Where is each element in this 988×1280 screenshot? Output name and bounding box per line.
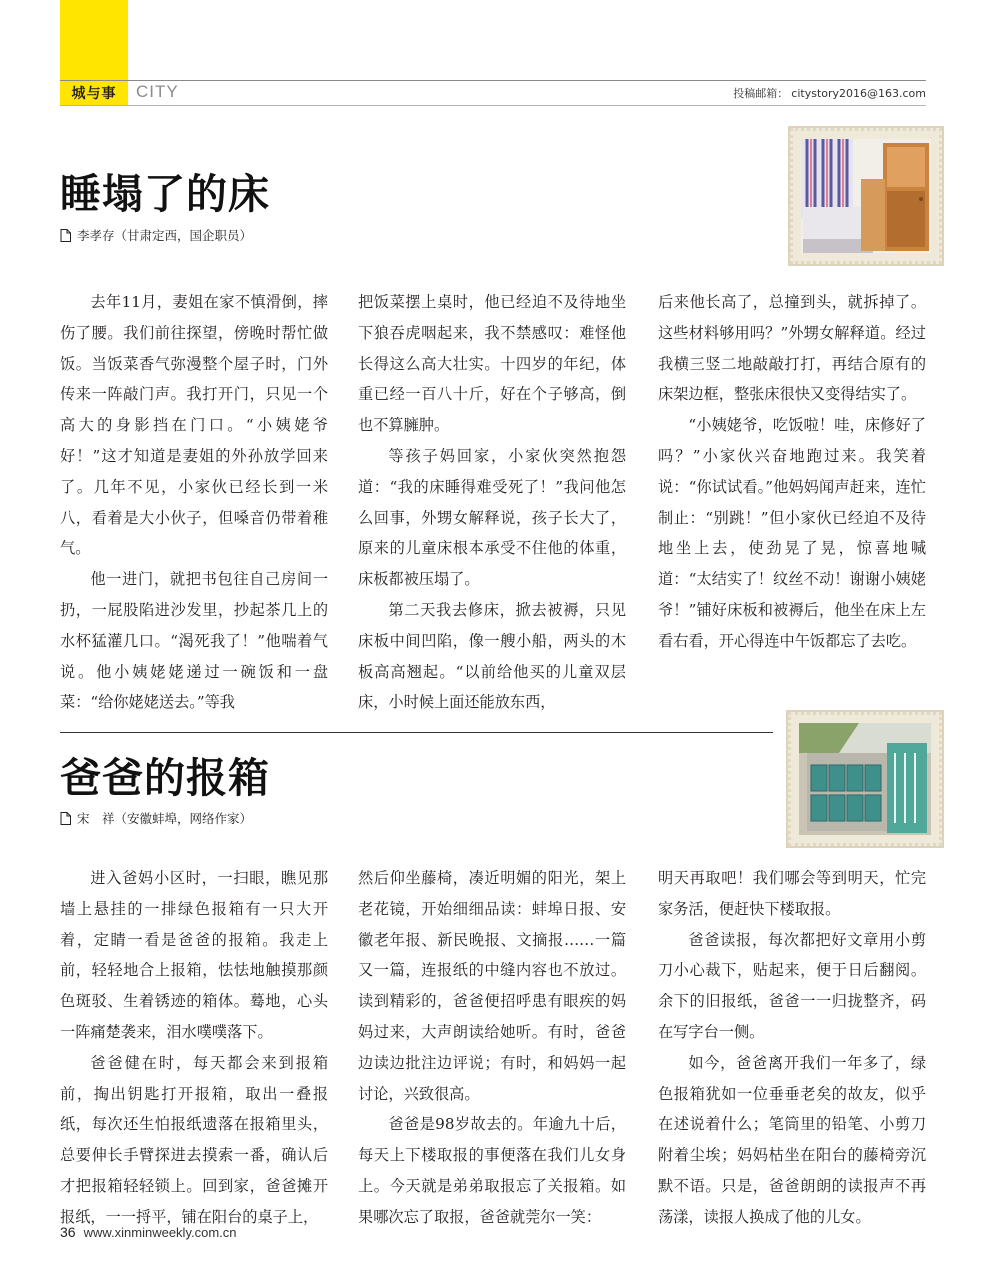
article2-column-3 bbox=[658, 863, 926, 1233]
header-rule-bottom bbox=[60, 105, 926, 106]
author-document-icon bbox=[60, 812, 71, 825]
header-rule bbox=[60, 80, 926, 81]
article1-author: 李孝存（甘肃定西，国企职员） bbox=[77, 228, 253, 243]
author-document-icon bbox=[60, 229, 71, 242]
article1-photo-stamp bbox=[790, 128, 942, 264]
article1-column-3 bbox=[658, 287, 926, 657]
article1-column-2 bbox=[358, 287, 626, 718]
article1-title: 睡塌了的床 bbox=[60, 170, 270, 218]
article2-paragraph: 如今，爸爸离开我们一年多了，绿色报箱犹如一位垂垂老矣的故友，似乎在述说着什么；笔筒里的铅笔、小剪刀附着尘埃；妈妈枯坐在阳台的藤椅旁沉默不语。只是，爸爸朗朗的读报声不再荡漾，读报人换成了他的儿女。 bbox=[658, 1053, 926, 1226]
article2-author: 宋 祥（安徽蚌埠，网络作家） bbox=[77, 811, 253, 826]
article2-byline bbox=[60, 809, 252, 827]
article1-paragraph: 把饭菜摆上桌时，他已经迫不及待地坐下狼吞虎咽起来，我不禁感叹：难怪他长得这么高大壮实。十四岁的年纪，体重已经一百八十斤，好在个子够高，倒也不算臃肿。 bbox=[358, 293, 626, 435]
article2-column-2 bbox=[358, 863, 626, 1233]
article1-paragraph: 后来他长高了，总撞到头，就拆掉了。这些材料够用吗？”外甥女解释道。经过我横三竖二地敲敲打打，再结合原有的床架边框，整张床很快又变得结实了。 bbox=[658, 293, 926, 404]
article2-paragraph: 爸爸健在时，每天都会来到报箱前，掏出钥匙打开报箱，取出一叠报纸，每次还生怕报纸遗落在报箱里头，总要伸长手臂探进去摸索一番，确认后才把报箱轻轻锁上。回到家，爸爸摊开报纸，一一捋平，铺在阳台的桌子上， bbox=[60, 1053, 328, 1226]
mailbox-photo bbox=[799, 723, 931, 835]
article2-photo-stamp bbox=[788, 712, 942, 846]
article2-paragraph: 爸爸是98岁故去的。年逾九十后，每天上下楼取报的事便落在我们儿女身上。今天就是弟弟取报忘了关报箱。如果哪次忘了取报，爸爸就莞尔一笑： bbox=[358, 1115, 626, 1226]
article1-paragraph: 去年11月，妻姐在家不慎滑倒，摔伤了腰。我们前往探望，傍晚时帮忙做饭。当饭菜香气弥漫整个屋子时，门外传来一阵敲门声。我打开门，只见一个高大的身影挡在门口。“小姨姥爷好！”这才知道是妻姐的外孙放学回来了。几年不见，小家伙已经长到一米八，看着是大小伙子，但嗓音仍带着稚气。 bbox=[60, 293, 328, 558]
contact-email: citystory2016@163.com bbox=[791, 87, 926, 100]
article1-column-1 bbox=[60, 287, 328, 718]
article2-title: 爸爸的报箱 bbox=[60, 754, 270, 802]
section-color-tab bbox=[60, 0, 128, 80]
article2-paragraph: 然后仰坐藤椅，凑近明媚的阳光，架上老花镜，开始细细品读：蚌埠日报、安徽老年报、新民晚报、文摘报……一篇又一篇，连报纸的中缝内容也不放过。读到精彩的，爸爸便招呼患有眼疾的妈妈过来，大声朗读给她听。有时，爸爸边读边批注边评说；有时，和妈妈一起讨论，兴致很高。 bbox=[358, 869, 626, 1103]
website-link[interactable]: www.xinminweekly.com.cn bbox=[83, 1225, 237, 1240]
article1-paragraph: 第二天我去修床，掀去被褥，只见床板中间凹陷，像一艘小船，两头的木板高高翘起。“以前给他买的儿童双层床，小时候上面还能放东西， bbox=[358, 600, 626, 712]
article1-byline bbox=[60, 226, 252, 244]
submission-contact bbox=[730, 85, 926, 101]
article1-paragraph: “小姨姥爷，吃饭啦！哇，床修好了吗？”小家伙兴奋地跑过来。我笑着说：“你试试看。”他妈妈闻声赶来，连忙制止：“别跳！”但小家伙已经迫不及待地坐上去，使劲晃了晃，惊喜地喊道：“太结实了！纹丝不动！谢谢小姨姥爷！”铺好床板和被褥后，他坐在床上左看右看，开心得连中午饭都忘了去吃。 bbox=[658, 416, 926, 650]
page-footer bbox=[60, 1224, 237, 1240]
section-label: 城与事 bbox=[60, 81, 128, 105]
article2-paragraph: 进入爸妈小区时，一扫眼，瞧见那墙上悬挂的一排绿色报箱有一只大开着，定睛一看是爸爸的报箱。我走上前，轻轻地合上报箱，怯怯地触摸那颜色斑驳、生着锈迹的箱体。蓦地，心头一阵痛楚袭来，泪水噗噗落下。 bbox=[60, 869, 328, 1041]
article2-paragraph: 爸爸读报，每次都把好文章用小剪刀小心裁下，贴起来，便于日后翻阅。余下的旧报纸，爸爸一一归拢整齐，码在写字台一侧。 bbox=[658, 930, 926, 1041]
bedroom-photo bbox=[801, 139, 931, 253]
article1-paragraph: 他一进门，就把书包往自己房间一扔，一屁股陷进沙发里，抄起茶几上的水杯猛灌几口。“渴死我了！”他喘着气说。他小姨姥姥递过一碗饭和一盘菜：“给你姥姥送去。”等我 bbox=[60, 570, 328, 712]
contact-label: 投稿邮箱： bbox=[733, 87, 789, 100]
section-label-en: CITY bbox=[136, 82, 179, 101]
article1-paragraph: 等孩子妈回家，小家伙突然抱怨道：“我的床睡得难受死了！”我问他怎么回事，外甥女解释说，孩子长大了，原来的儿童床根本承受不住他的体重，床板都被压塌了。 bbox=[358, 446, 626, 589]
article2-paragraph: 明天再取吧！我们哪会等到明天，忙完家务活，便赶快下楼取报。 bbox=[658, 869, 926, 918]
article2-column-1 bbox=[60, 863, 328, 1233]
article-divider bbox=[60, 732, 773, 733]
page-number: 36 bbox=[60, 1224, 76, 1240]
